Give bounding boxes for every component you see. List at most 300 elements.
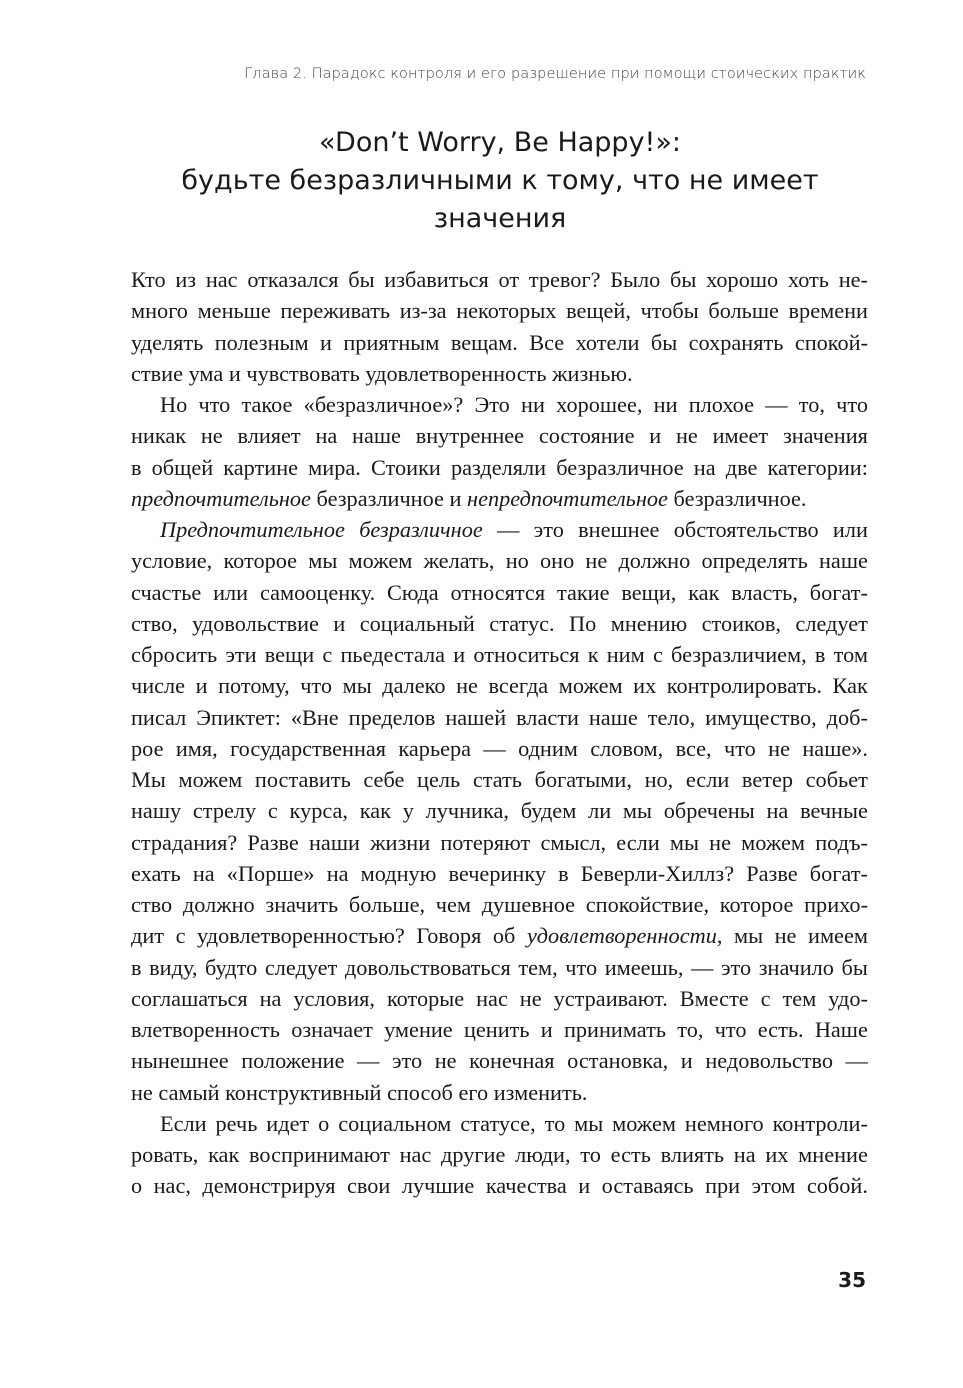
word: значения [782,423,868,449]
word: условие, [131,548,213,574]
word: на [315,423,338,449]
word: богат- [809,860,868,886]
word: спокойствие, [585,892,710,917]
word: хотели [575,329,640,355]
word: нас [205,267,238,292]
word: обречены [663,798,755,824]
word: следует [795,610,868,636]
word: что [724,735,756,761]
word: Сюда [387,579,439,605]
word: контроли- [772,1110,868,1136]
word: карьера [398,735,472,761]
word: имеешь, [604,954,684,980]
word: определять [701,548,808,574]
word: социальный [359,610,475,636]
word: это [533,517,564,542]
word: то, [677,1017,704,1042]
word: наше». [802,735,868,761]
text-line [131,827,868,858]
word: у [402,798,414,824]
word: будем [520,798,577,824]
word: можем [612,1110,676,1136]
word: мы [622,798,652,824]
word: устраивают. [553,985,668,1011]
word: чувствовать [246,360,360,386]
word: не [585,548,608,574]
word: безразличное. [673,485,807,511]
word: том [833,642,868,667]
word: нас [476,985,508,1011]
word: мнение [798,1142,868,1167]
word: богатыми, [534,767,632,792]
word: бы [670,267,697,292]
text-line [131,483,868,514]
word: Эпиктет: [196,704,281,730]
word: это [720,954,752,980]
word: что [565,954,598,980]
word: в [131,954,142,980]
word: ехать [131,860,181,886]
word: потому, [218,673,290,699]
word: которое [223,548,298,574]
word: контролировать. [666,673,822,699]
word: на [766,798,789,824]
word: наши [309,829,360,855]
word: условия, [293,985,376,1011]
word: уделять [131,329,204,355]
word: непредпочтительное [467,485,668,511]
word: бы [841,954,868,980]
word: вечеринку [448,860,547,886]
word: лучшие [401,1173,475,1199]
word: о [318,1110,330,1136]
word: две [725,454,758,480]
word: некоторых [456,298,557,324]
word: душевное [481,892,576,917]
word: нашу [131,798,182,824]
word: ствие [131,360,183,386]
word: хорошее, [556,392,643,417]
word: наше [588,704,638,730]
word: имущество, [705,704,817,730]
text-line [131,295,868,326]
word: и [680,1048,693,1074]
word: с [175,923,186,949]
word: собьет [805,767,868,792]
word: собой. [806,1173,868,1199]
word: с [652,642,663,667]
word: смысл, [540,829,607,855]
word: мы [308,548,338,574]
word: следует [264,954,338,980]
word: и [228,360,241,386]
word: такое [241,392,293,417]
word: категории: [767,454,868,480]
word: нас [399,1142,432,1167]
word: ума [188,360,224,386]
word: и [453,642,466,667]
word: их [765,1142,789,1167]
word: ветер [741,767,794,792]
text-line [131,1170,868,1201]
word: больше [708,298,779,324]
word: мы [574,1110,604,1136]
word: счастье [131,579,202,605]
word: наше [819,548,868,574]
word: стоиков, [701,610,781,636]
word: то, [798,392,825,417]
word: мнению [610,610,688,636]
word: Как [832,673,868,699]
word: самый [158,1079,220,1105]
word: вещам. [450,329,518,355]
word: Наше [814,1017,868,1042]
word: Беверли-Хиллз? [580,860,735,886]
word: на [192,860,215,886]
word: как [688,579,720,605]
word: чтобы [640,298,699,324]
word: Разве [746,860,798,886]
word: «безразличное»? [303,392,464,417]
word: не [768,735,791,761]
word: влетворенность [131,1017,280,1042]
section-title-line: «Don’t Worry, Be Happy!»: [319,127,681,158]
word: удовлетворенности, [526,923,723,949]
text-line [131,1077,868,1108]
word: вечные [800,798,868,824]
word: тем, [518,954,558,980]
word: будто [205,954,258,980]
word: из-за [399,298,447,324]
word: нынешнее [131,1048,229,1074]
word: и [333,610,346,636]
word: из [175,267,197,292]
word: потеряют [440,829,531,855]
word: сбросить [131,642,218,667]
word: наше [352,423,401,449]
word: нас, [153,1173,191,1199]
word: желать, [423,548,495,574]
word: жизни [370,829,431,855]
word: мы [669,829,699,855]
word: и [540,1017,553,1042]
word: не [434,1048,457,1074]
word: и [195,673,208,699]
word: не [519,985,542,1011]
word: Говоря [416,923,482,949]
word: мы [733,923,764,949]
word: но [505,548,529,574]
word: можем [348,548,413,574]
word: вещей, [566,298,631,324]
text-line [131,733,868,764]
word: которые [386,985,465,1011]
word: или [213,579,249,605]
word: подъ- [815,829,868,855]
word: Мы [131,767,166,792]
word: далеко [382,673,446,699]
word: изменить. [493,1079,588,1105]
word: ство [131,892,173,917]
word: то [580,1142,601,1167]
word: должно [618,548,691,574]
word: дит [131,923,165,949]
word: мы [342,673,372,699]
word: вещи, [621,579,677,605]
word: пьедестала [340,642,446,667]
word: писал [131,704,187,730]
word: власти [516,704,579,730]
word: не [200,423,223,449]
word: не [131,1079,153,1105]
word: на [259,985,282,1011]
word: речь [215,1110,258,1136]
word: прихо- [804,892,868,917]
word: социальном [338,1110,452,1136]
word: которое [719,892,794,917]
word: статусе, [460,1110,536,1136]
word: не [456,673,478,699]
body-text [131,264,868,1202]
word: Было [610,267,661,292]
word: свои [347,1173,391,1199]
word: что [300,673,333,699]
word: словом, [590,735,664,761]
word: — [357,1048,380,1074]
word: Разве [247,829,299,855]
word: внутреннее [415,423,525,449]
word: больше, [348,892,426,917]
word: одним [518,735,578,761]
word: или [832,517,868,542]
word: ни [521,392,545,417]
word: безразличное [359,517,483,542]
text-line [131,608,868,639]
word: доб- [826,704,868,730]
word: есть. [757,1017,804,1042]
word: модную [360,860,437,886]
text-line [131,1139,868,1170]
word: то [544,1110,566,1136]
word: Кто [131,267,166,292]
word: идет [266,1110,310,1136]
word: все, [675,735,712,761]
word: Это [474,392,510,417]
text-line [131,952,868,983]
word: относиться [473,642,580,667]
word: не- [838,267,868,292]
word: безразличное [316,485,444,511]
word: картине [223,454,299,480]
word: при [705,1173,741,1199]
word: оставаясь [601,1173,694,1199]
word: ним [606,642,645,667]
word: ценить [463,1017,530,1042]
word: По [569,610,597,636]
word: много [131,298,188,324]
word: такие [556,579,610,605]
word: отказался [247,267,339,292]
word: есть [610,1142,651,1167]
word: не [774,923,797,949]
word: с [322,642,333,667]
word: переживать [280,298,391,324]
word: «Вне [290,704,339,730]
word: — [483,735,506,761]
word: положение [241,1048,345,1074]
word: рое [131,735,164,761]
word: и [449,485,462,511]
text-line [131,983,868,1014]
word: поставить [254,767,351,792]
word: власть, [731,579,798,605]
word: Стоики [370,454,441,480]
word: если [685,767,730,792]
text-line [131,514,868,545]
word: довольствоваться [344,954,511,980]
word: что [714,1017,747,1042]
word: стрелу [192,798,257,824]
text-line [131,670,868,701]
word: мира. [308,454,361,480]
word: безразличное [556,454,684,480]
word: полезным [214,329,309,355]
word: приятным [343,329,440,355]
word: как [359,798,391,824]
text-line [131,1045,868,1076]
text-line [131,639,868,670]
word: демонстрируя [202,1173,336,1199]
word: умение [384,1017,453,1042]
word: богат- [809,579,868,605]
page-number: 35 [838,1268,866,1292]
text-line [131,545,868,576]
word: должно [182,892,255,917]
word: способ [386,1079,453,1105]
word: числе [131,673,186,699]
word: эти [225,642,257,667]
word: удовольствие [192,610,319,636]
word: «Порше» [226,860,315,886]
text-line [131,264,868,295]
word: значить [265,892,339,917]
word: на [693,454,716,480]
word: этом [751,1173,796,1199]
word: и [649,423,662,449]
word: соглашаться [131,985,248,1011]
word: избавиться [384,267,489,292]
word: остановка, [567,1048,669,1074]
word: — [497,517,520,542]
word: спокой- [794,329,868,355]
text-line [131,452,868,483]
word: Но [160,392,188,417]
word: значило [758,954,834,980]
word: но, [644,767,674,792]
text-line [131,389,868,420]
word: воспринимают [249,1142,390,1167]
word: пределов [348,704,436,730]
word: не [709,829,731,855]
section-title-line: будьте безразличными к тому, что не имеет [181,165,819,196]
word: ство, [131,610,178,636]
word: удовлетворенность [365,360,547,386]
word: имя, [175,735,218,761]
word: их [633,673,657,699]
word: хоть [787,267,829,292]
word: имеем [808,923,868,949]
word: — [845,1048,868,1074]
word: тревог? [528,267,601,292]
word: бы [348,267,375,292]
word: и [320,329,332,355]
word: влияет [237,423,301,449]
text-line [131,327,868,358]
word: не [675,423,698,449]
word: удовлетворенностью? [197,923,405,949]
word: безразличием, [671,642,807,667]
word: другие [441,1142,506,1167]
text-line [131,420,868,451]
word: — [691,954,714,980]
word: плохое [688,392,755,417]
word: если [616,829,660,855]
word: в [558,860,569,886]
word: можем [741,829,805,855]
word: Вместе [679,985,749,1011]
word: о [131,1173,143,1199]
word: Все [529,329,565,355]
word: от [498,267,520,292]
word: качества [485,1173,567,1199]
text-line [131,889,868,920]
word: ровать, [131,1142,199,1167]
text-line [131,795,868,826]
word: вещи [264,642,315,667]
word: — [765,392,788,417]
word: его [458,1079,489,1105]
word: виду, [149,954,198,980]
word: состояние [538,423,635,449]
word: чем [435,892,471,917]
word: тем [782,985,817,1011]
text-line [131,1108,868,1139]
word: страдания? [131,829,238,855]
text-line [131,920,868,951]
word: себе [363,767,405,792]
word: как [208,1142,240,1167]
word: никак [131,423,187,449]
word: жизнью. [552,360,633,386]
word: конструктивный [225,1079,382,1105]
word: оно [539,548,575,574]
word: на [733,1142,756,1167]
word: внешнее [578,517,660,542]
word: ни [653,392,678,417]
word: принимать [563,1017,667,1042]
word: сохранять [688,329,784,355]
word: на [326,860,349,886]
word: тело, [647,704,696,730]
word: Если [160,1110,207,1136]
word: конечная [469,1048,555,1074]
word: меньше [197,298,271,324]
word: удо- [828,985,868,1011]
word: ли [588,798,612,824]
word: в [814,642,826,667]
word: означает [291,1017,373,1042]
word: влиять [660,1142,725,1167]
